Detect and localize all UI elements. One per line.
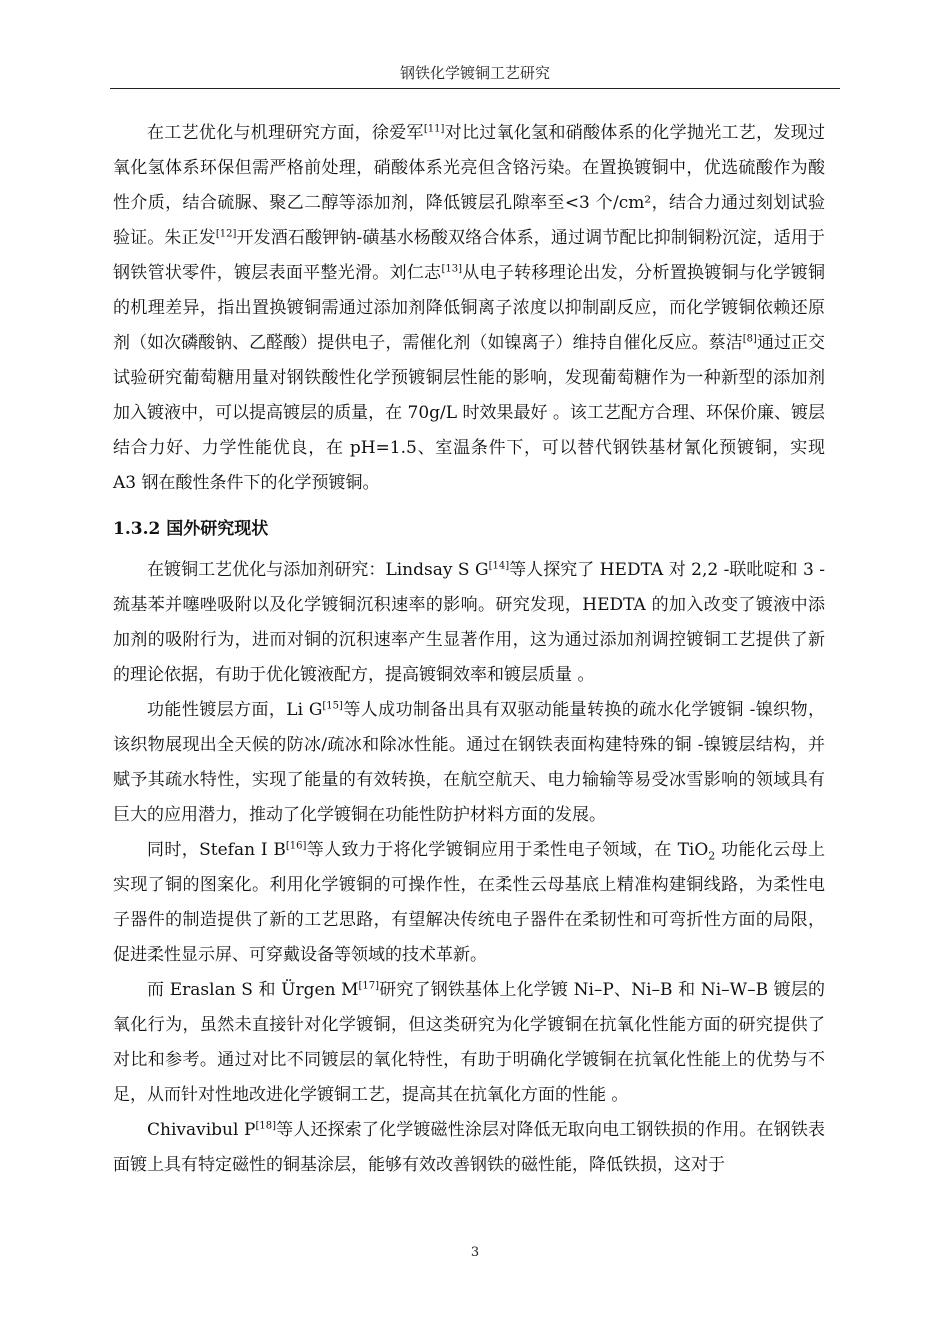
page-number: 3 [470, 1245, 480, 1260]
citation-16: [16] [285, 840, 307, 852]
text-run: 从电子转移理论出发，分析置换镀铜与化学镀铜的机理差异，指出置换镀铜需通过添加剂降低铜离子浓度以抑制副反应，而化学镀铜依赖还原剂（如次磷酸钠、乙醛酸）提供电子，需催化剂（如镍离子）维持自催化反应。蔡洁 [113, 263, 826, 353]
citation-15: [15] [322, 700, 343, 712]
text-run: 等人探究了 HEDTA 对 2,2 -联吡啶和 3 -巯基苯并噻唑吸附以及化学镀铜沉积速率的影响。研究发现，HEDTA 的加入改变了镀液中添加剂的吸附行为，进而对铜的沉积速率产生显著作用，这为通过添加剂调控镀铜工艺提供了新的理论依据，有助于优化镀液配方，提高镀铜效率和镀层质量 。 [113, 560, 825, 685]
citation-18: [18] [255, 1120, 276, 1132]
text-run: 功能化云母上实现了铜的图案化。利用化学镀铜的可操作性，在柔性云母基底上精准构建铜线路，为柔性电子器件的制造提供了新的工艺思路，有望解决传统电子器件在柔韧性和可弯折性方面的局限，促进柔性显示屏、可穿戴设备等领域的技术革新。 [113, 840, 825, 965]
text-run: Chivavibul P [147, 1120, 256, 1140]
text-run: 在工艺优化与机理研究方面，徐爱军 [147, 123, 424, 143]
paragraph-flexible-electronics [113, 833, 825, 973]
citation-12: [12] [215, 228, 237, 240]
text-run: 等人还探索了化学镀磁性涂层对降低无取向电工钢铁损的作用。在钢铁表面镀上具有特定磁性的铜基涂层，能够有效改善钢铁的磁性能，降低铁损，这对于 [113, 1120, 825, 1175]
section-heading: 1.3.2 国外研究现状 [113, 519, 269, 539]
text-run: 等人致力于将化学镀铜应用于柔性电子领域，在 TiO [306, 840, 709, 860]
subscript-2: 2 [708, 849, 716, 863]
citation-13: [13] [441, 263, 462, 275]
text-run: 而 Eraslan S 和 Ürgen M [147, 980, 359, 1000]
text-run: 通过正交试验研究葡萄糖用量对钢铁酸性化学预镀铜层性能的影响，发现葡萄糖作为一种新型的添加剂加入镀液中，可以提高镀层的质量，在 70g/L 时效果最好 。该工艺配方合理、环保价廉、镀层结合力好、力学性能优良，在 pH=1.5、室温条件下，可以替代钢铁基材氰化预镀铜，实现 A3 钢在酸性条件下的化学预镀铜。 [113, 333, 826, 493]
citation-14: [14] [488, 560, 510, 572]
text-run: 在镀铜工艺优化与添加剂研究：Lindsay S G [147, 560, 489, 580]
paragraph-magnetic-coating [113, 1113, 825, 1183]
text-run: 开发酒石酸钾钠-磺基水杨酸双络合体系，通过调节配比抑制铜粉沉淀，适用于钢铁管状零件，镀层表面平整光滑。刘仁志 [113, 228, 825, 283]
text-run: 等人成功制备出具有双驱动能量转换的疏水化学镀铜 -镍织物，该织物展现出全天候的防冰/疏冰和除冰性能。通过在钢铁表面构建特殊的铜 -镍镀层结构，并赋予其疏水特性，实现了能量的有效转换，在航空航天、电力输输等易受冰雪影响的领域具有巨大的应用潜力，推动了化学镀铜在功能性防护材料方面的发展。 [113, 700, 825, 825]
header-rule [110, 88, 840, 89]
text-run: 研究了钢铁基体上化学镀 Ni–P、Ni–B 和 Ni–W–B 镀层的氧化行为，虽然未直接针对化学镀铜，但这类研究为化学镀铜在抗氧化性能方面的研究提供了对比和参考。通过对比不同镀层的氧化特性，有助于明确化学镀铜在抗氧化性能上的优势与不足，从而针对性地改进化学镀铜工艺，提高其在抗氧化方面的性能 。 [113, 980, 825, 1105]
paragraph-functional-coating [113, 693, 825, 833]
body-text [113, 116, 825, 1183]
citation-17: [17] [358, 980, 380, 992]
citation-8: [8] [742, 333, 757, 345]
paragraph-oxidation-behavior [113, 973, 825, 1113]
citation-11: [11] [423, 123, 445, 135]
running-header: 钢铁化学镀铜工艺研究 [399, 64, 550, 82]
paragraph-additive-research [113, 553, 825, 693]
text-run: 功能性镀层方面，Li G [147, 700, 323, 720]
text-run: 同时，Stefan I B [147, 840, 286, 860]
paragraph-process-optimization [113, 116, 825, 501]
text-run: 对比过氧化氢和硝酸体系的化学抛光工艺，发现过氧化氢体系环保但需严格前处理，硝酸体系光亮但含铬污染。在置换镀铜中，优选硫酸作为酸性介质，结合硫脲、聚乙二醇等添加剂，降低镀层孔隙率至<3 个/cm²，结合力通过刻划试验验证。朱正发 [113, 123, 825, 248]
